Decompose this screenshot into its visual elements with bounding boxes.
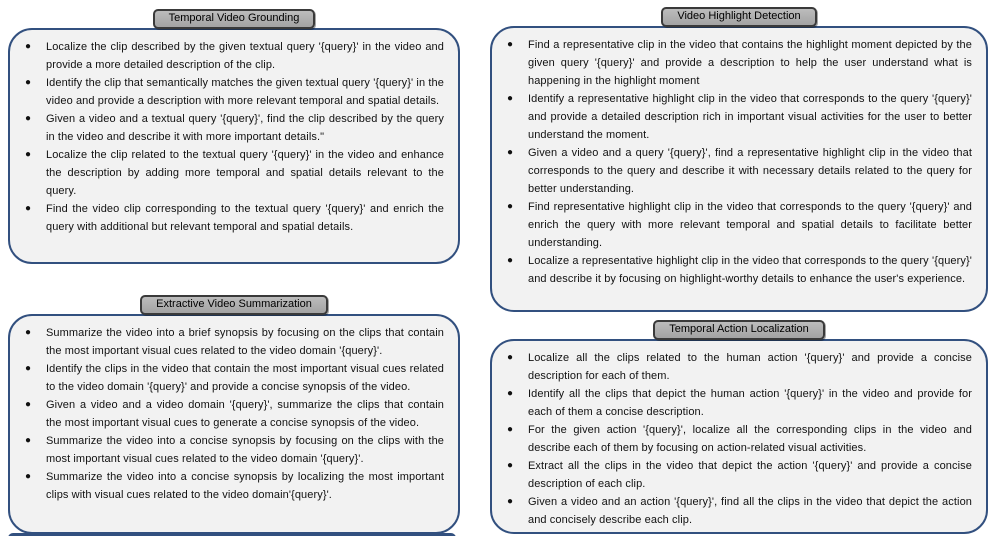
prompt-item	[507, 144, 972, 198]
bullet-icon: ●	[25, 149, 32, 160]
prompt-item	[25, 200, 444, 236]
task-box-temporal-action-localization	[490, 320, 988, 534]
prompt-list	[10, 316, 458, 510]
task-title-badge	[661, 7, 816, 27]
prompt-text: Identify a representative highlight clip in the video that corresponds to the query '{query}' and provide a detailed description rich in important visual activities for the user to better understand the moment.	[528, 93, 972, 141]
bullet-icon: ●	[25, 327, 32, 338]
prompt-list	[10, 30, 458, 242]
task-box-extractive-video-summarization	[8, 295, 460, 534]
prompt-item	[25, 146, 444, 200]
prompt-box	[8, 314, 460, 534]
prompt-text: Given a video and a video domain '{query}', summarize the clips that contain the most important visual cues to generate a concise synopsis of the video.	[46, 399, 444, 429]
badge-row	[490, 7, 988, 27]
task-title: Temporal Video Grounding	[168, 12, 300, 24]
prompt-item	[507, 421, 972, 457]
prompt-text: Localize the clip related to the textual query '{query}' in the video and enhance the description by adding more temporal and spatial details relevant to the query.	[46, 149, 444, 197]
prompt-list	[492, 341, 986, 534]
bullet-icon: ●	[25, 203, 32, 214]
bullet-icon: ●	[507, 496, 514, 507]
bullet-icon: ●	[25, 471, 32, 482]
prompt-item	[25, 432, 444, 468]
prompt-item	[507, 349, 972, 385]
bullet-icon: ●	[25, 363, 32, 374]
bullet-icon: ●	[507, 39, 514, 50]
prompt-item	[507, 385, 972, 421]
bullet-icon: ●	[507, 201, 514, 212]
prompt-item	[507, 252, 972, 288]
prompt-text: Given a video and a query '{query}', find a representative highlight clip in the video that corresponds to the query and describe it with necessary details related to the query for better understanding.	[528, 147, 972, 195]
prompt-text: Extract all the clips in the video that depict the action '{query}' and provide a concise description of each clip.	[528, 460, 972, 490]
prompt-text: Summarize the video into a brief synopsis by focusing on the clips that contain the most important visual cues related to the video domain '{query}'.	[46, 327, 444, 357]
bullet-icon: ●	[25, 435, 32, 446]
bullet-icon: ●	[507, 424, 514, 435]
prompt-text: Given a video and an action '{query}', find all the clips in the video that depict the action and concisely describe each clip.	[528, 496, 972, 526]
prompt-item	[25, 38, 444, 74]
prompt-text: Identify all the clips that depict the human action '{query}' in the video and provide for each of them a concise description.	[528, 388, 972, 418]
prompt-text: Summarize the video into a concise synopsis by localizing the most important clips with visual cues related to the video domain'{query}'.	[46, 471, 444, 501]
bullet-icon: ●	[507, 460, 514, 471]
prompt-item	[25, 110, 444, 146]
task-title-badge	[153, 9, 316, 29]
prompt-item	[25, 324, 444, 360]
prompt-item	[25, 468, 444, 504]
prompt-text: Localize a representative highlight clip in the video that corresponds to the query '{query}' and describe it by focusing on highlight-worthy details to enhance the user's experience.	[528, 255, 972, 285]
task-title: Temporal Action Localization	[669, 323, 809, 335]
task-title: Video Highlight Detection	[677, 10, 801, 22]
prompt-box	[490, 339, 988, 534]
prompt-item	[25, 74, 444, 110]
prompt-item	[507, 36, 972, 90]
prompt-text: Find representative highlight clip in the video that corresponds to the query '{query}' and enrich the query with more relevant temporal and spatial details to facilitate better understanding.	[528, 201, 972, 249]
bullet-icon: ●	[25, 41, 32, 52]
bullet-icon: ●	[507, 352, 514, 363]
prompt-text: Summarize the video into a concise synopsis by focusing on the clips with the most important visual cues related to the video domain '{query}'.	[46, 435, 444, 465]
bullet-icon: ●	[25, 77, 32, 88]
prompt-text: For the given action '{query}', localize all the corresponding clips in the video and describe each of them by focusing on action-related visual activities.	[528, 424, 972, 454]
prompt-box	[8, 28, 460, 264]
prompt-list	[492, 28, 986, 294]
prompt-item	[507, 90, 972, 144]
prompt-text: Localize all the clips related to the human action '{query}' and provide a concise description for each of them.	[528, 352, 972, 382]
bullet-icon: ●	[507, 93, 514, 104]
bullet-icon: ●	[25, 113, 32, 124]
badge-row	[8, 295, 460, 315]
prompt-item	[507, 457, 972, 493]
task-box-temporal-video-grounding	[8, 9, 460, 264]
prompt-text: Localize the clip described by the given textual query '{query}' in the video and provide a more detailed description of the clip.	[46, 41, 444, 71]
bullet-icon: ●	[507, 255, 514, 266]
prompt-box	[490, 26, 988, 312]
task-title: Extractive Video Summarization	[156, 298, 312, 310]
badge-row	[490, 320, 988, 340]
prompt-item	[25, 396, 444, 432]
prompt-text: Find a representative clip in the video that contains the highlight moment depicted by the given query '{query}' and provide a description to help the user understand what is happening in the highlight moment	[528, 39, 972, 87]
prompt-item	[507, 493, 972, 529]
task-title-badge	[140, 295, 328, 315]
prompt-text: Identify the clips in the video that contain the most important visual cues related to the video domain '{query}' and provide a concise synopsis of the video.	[46, 363, 444, 393]
task-box-video-highlight-detection	[490, 7, 988, 312]
prompt-text: Find the video clip corresponding to the textual query '{query}' and enrich the query with additional but relevant temporal and spatial details.	[46, 203, 444, 233]
prompt-item	[507, 198, 972, 252]
prompt-text: Given a video and a textual query '{query}', find the clip described by the query in the video and describe it with more important details."	[46, 113, 444, 143]
bullet-icon: ●	[507, 388, 514, 399]
bullet-icon: ●	[25, 399, 32, 410]
task-title-badge	[653, 320, 824, 340]
badge-row	[8, 9, 460, 29]
bullet-icon: ●	[507, 147, 514, 158]
prompt-item	[25, 360, 444, 396]
prompt-text: Identify the clip that semantically matches the given textual query '{query}' in the video and provide a description with more relevant temporal and spatial details.	[46, 77, 444, 107]
